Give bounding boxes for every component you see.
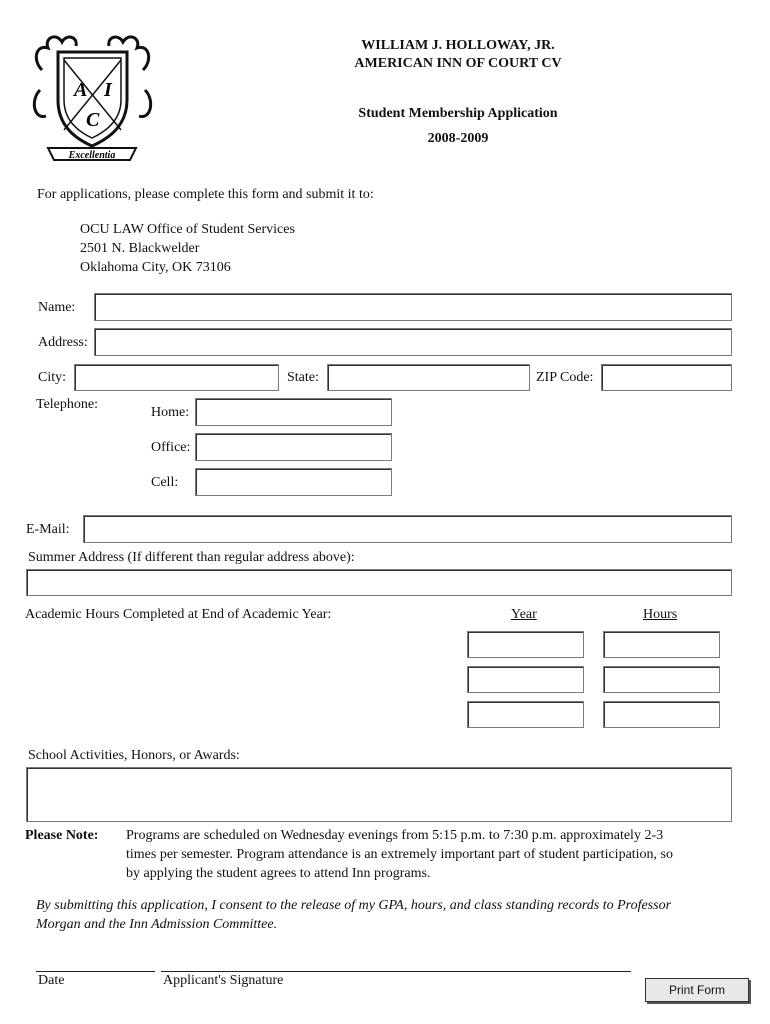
- city-input[interactable]: [74, 364, 279, 391]
- summer-address-input[interactable]: [26, 569, 732, 596]
- home-phone-input[interactable]: [195, 398, 392, 426]
- state-label: State:: [287, 370, 319, 385]
- date-signature-line: [36, 971, 155, 972]
- cell-phone-input[interactable]: [195, 468, 392, 496]
- activities-input[interactable]: [26, 767, 732, 822]
- name-label: Name:: [38, 300, 76, 315]
- note-line-3: by applying the student agrees to attend Inn programs.: [126, 866, 431, 881]
- consent-line-2: Morgan and the Inn Admission Committee.: [36, 917, 278, 932]
- form-title: Student Membership Application: [358, 106, 558, 121]
- office-phone-label: Office:: [151, 440, 191, 455]
- state-input[interactable]: [327, 364, 530, 391]
- summer-address-label: Summer Address (If different than regular address above):: [28, 550, 355, 565]
- email-label: E-Mail:: [26, 522, 70, 537]
- date-label: Date: [38, 973, 65, 988]
- intro-text: For applications, please complete this form and submit it to:: [37, 187, 374, 202]
- address-line-3: Oklahoma City, OK 73106: [80, 260, 231, 275]
- name-input[interactable]: [94, 293, 732, 321]
- cell-phone-label: Cell:: [151, 475, 179, 490]
- year-input-3[interactable]: [467, 701, 584, 728]
- hours-input-1[interactable]: [603, 631, 720, 658]
- address-input[interactable]: [94, 328, 732, 356]
- activities-label: School Activities, Honors, or Awards:: [28, 748, 240, 763]
- hours-input-2[interactable]: [603, 666, 720, 693]
- inn-crest-logo: [30, 30, 155, 165]
- consent-line-1: By submitting this application, I consent to the release of my GPA, hours, and class standing records to Professor: [36, 898, 672, 913]
- zip-label: ZIP Code:: [536, 370, 594, 385]
- city-label: City:: [38, 370, 67, 385]
- year-input-1[interactable]: [467, 631, 584, 658]
- year-column-header: Year: [511, 607, 537, 622]
- crest-letter-i: I: [104, 79, 112, 101]
- crest-letter-a: A: [74, 79, 88, 101]
- zip-input[interactable]: [601, 364, 732, 391]
- address-line-1: OCU LAW Office of Student Services: [80, 222, 295, 237]
- address-label: Address:: [38, 335, 88, 350]
- note-line-2: times per semester. Program attendance is an extremely important part of student participation, so: [126, 847, 674, 862]
- form-year: 2008-2009: [427, 131, 489, 146]
- hours-input-3[interactable]: [603, 701, 720, 728]
- email-input[interactable]: [83, 515, 732, 543]
- address-line-2: 2501 N. Blackwelder: [80, 241, 200, 256]
- telephone-label: Telephone:: [36, 397, 98, 412]
- crest-motto: Excellentia: [68, 150, 116, 161]
- please-note-label: Please Note:: [25, 828, 99, 843]
- applicant-signature-line: [161, 971, 631, 972]
- header-line-2: AMERICAN INN OF COURT CV: [354, 56, 562, 71]
- year-input-2[interactable]: [467, 666, 584, 693]
- crest-letter-c: C: [86, 109, 100, 131]
- header-line-1: WILLIAM J. HOLLOWAY, JR.: [361, 38, 555, 53]
- home-phone-label: Home:: [151, 405, 190, 420]
- note-line-1: Programs are scheduled on Wednesday evenings from 5:15 p.m. to 7:30 p.m. approximately 2-3: [126, 828, 664, 843]
- academic-hours-label: Academic Hours Completed at End of Academic Year:: [25, 607, 332, 622]
- print-form-button[interactable]: Print Form: [645, 978, 749, 1002]
- office-phone-input[interactable]: [195, 433, 392, 461]
- signature-label: Applicant's Signature: [163, 973, 284, 988]
- hours-column-header: Hours: [643, 607, 678, 622]
